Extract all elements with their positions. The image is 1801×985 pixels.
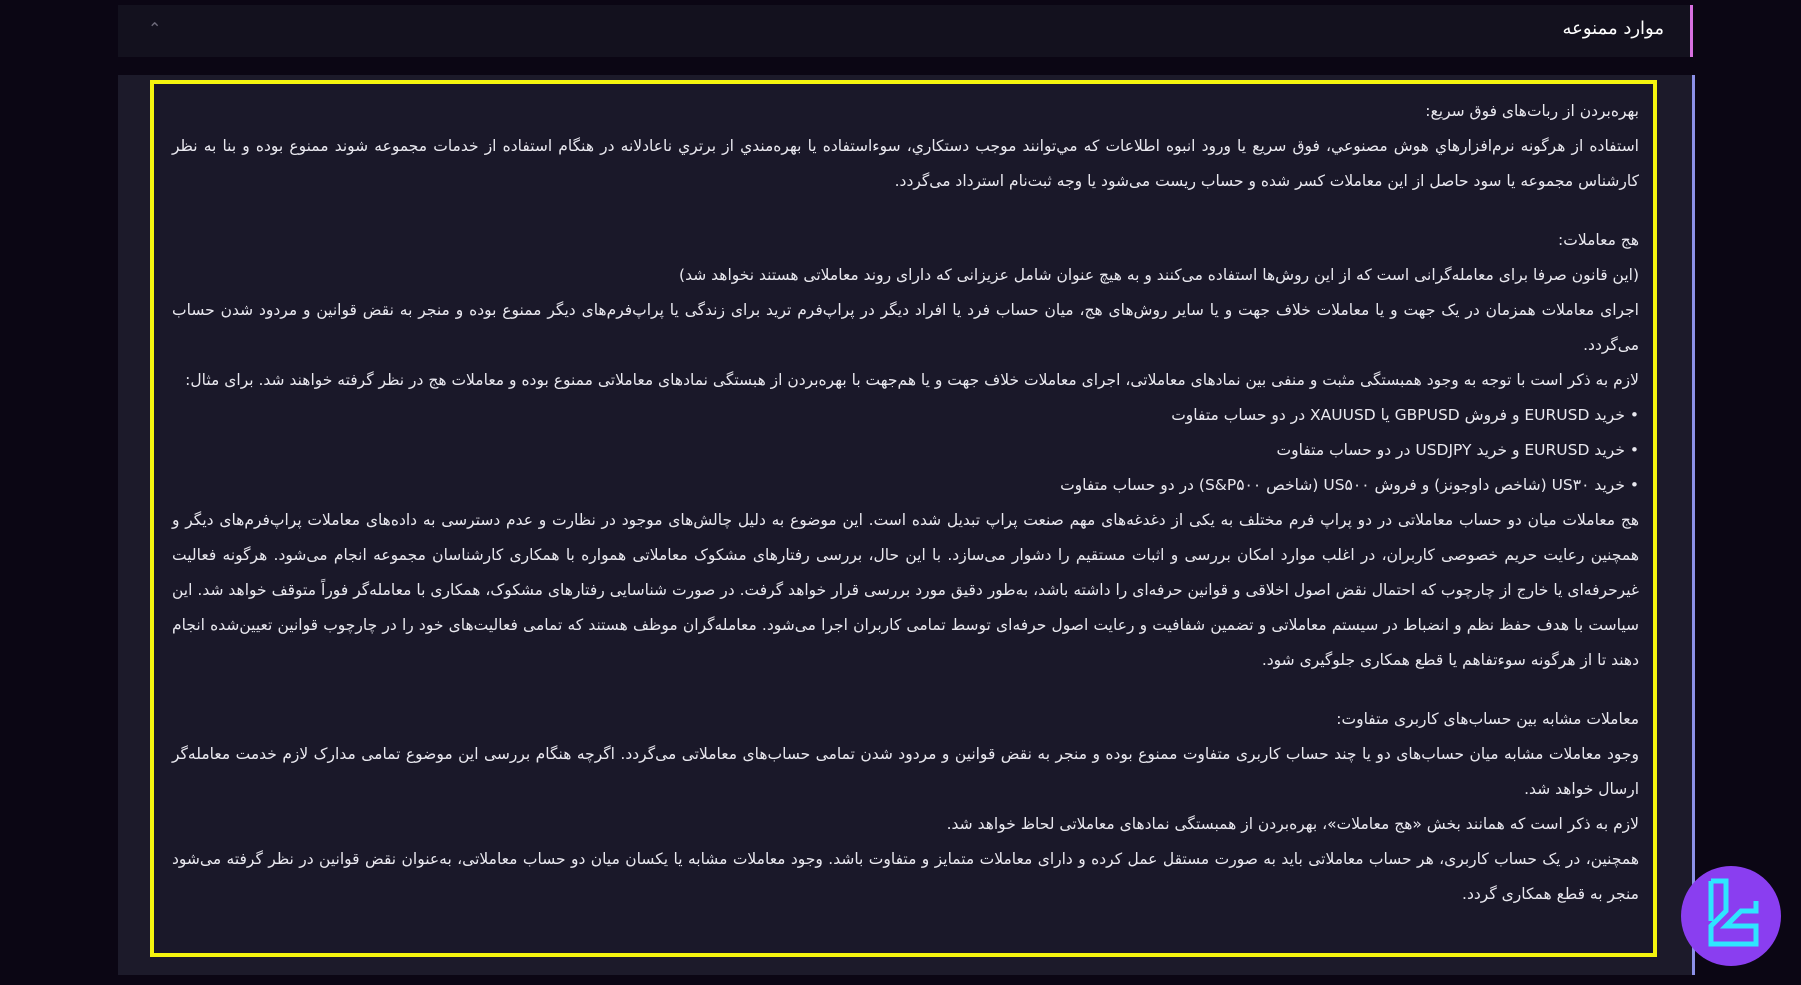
rule-paragraph: اجرای معاملات همزمان در یک جهت و یا معاملات خلاف جهت و یا سایر روش‌های هج، میان حساب فرد یا افراد دیگر در پراپ‌فرم ترید برای زندگی یا پراپ‌فرم‌های دیگر ممنوع بوده و منجر به نقض قوانین و مردود شدن حساب می‌گردد.: [172, 301, 1639, 354]
rule-paragraph: وجود معاملات مشابه میان حساب‌های دو یا چند حساب کاربری متفاوت ممنوع بوده و منجر به نقض قوانین و مردود شدن تمامی حساب‌های معاملاتی می‌گردد. اگرچه هنگام بررسی این موضوع تمامی مدارک لازم خدمت معامله‌گر ارسال خواهد شد.: [172, 745, 1639, 798]
chevron-up-icon[interactable]: ⌃: [148, 19, 162, 38]
section-heading: معاملات مشابه بین حساب‌های کاربری متفاوت:: [1336, 710, 1639, 728]
section-header[interactable]: [118, 5, 1693, 57]
rule-paragraph: • خرید US۳۰ (شاخص داوجونز) و فروش US۵۰۰ (شاخص S&P۵۰۰) در دو حساب متفاوت: [1060, 476, 1639, 494]
rule-paragraph: • خرید EURUSD و خرید USDJPY در دو حساب متفاوت: [1276, 441, 1639, 459]
rule-paragraph: لازم به ذکر است با توجه به وجود همبستگی مثبت و منفی بین نمادهای معاملاتی، اجرای معاملات خلاف جهت و یا هم‌جهت با بهره‌بردن از هبستگی نمادهای معاملاتی ممنوع بوده و معاملات هج در نظر گرفته خواهند شد. برای مثال:: [185, 371, 1639, 389]
brand-logo: [1681, 866, 1781, 966]
section-title: موارد ممنوعه: [1562, 18, 1664, 39]
highlighted-rules-box: [150, 80, 1657, 957]
section-heading: هج معاملات:: [1558, 231, 1639, 249]
section-gap: [172, 678, 1639, 702]
section-heading: بهره‌بردن از ربات‌های فوق سریع:: [1425, 102, 1639, 120]
rule-paragraph: همچنین، در یک حساب کاربری، هر حساب معاملاتی باید به صورت مستقل عمل کرده و دارای معاملات متمایز و متفاوت باشد. وجود معاملات مشابه یا یکسان میان دو حساب معاملاتی، به‌عنوان نقض قوانین در نظر گرفته می‌شود منجر به قطع همکاری گردد.: [172, 850, 1639, 903]
rule-paragraph: استفاده از هرگونه نرم‌افزارهاي هوش مصنوعي، فوق سريع يا ورود انبوه اطلاعات كه مي‌توانند موجب دستكاري، سوءاستفاده يا بهره‌مندي از برتري ناعادلانه در هنگام استفاده از خدمات مجموعه شوند ممنوع بوده و بنا به نظر کارشناس مجموعه یا سود حاصل از این معاملات کسر شده و حساب ریست می‌شود یا وجه ثبت‌نام استرداد می‌گردد.: [172, 137, 1639, 190]
rule-paragraph: • خرید EURUSD و فروش GBPUSD یا XAUUSD در دو حساب متفاوت: [1171, 406, 1639, 424]
rule-paragraph: (این قانون صرفا برای معامله‌گرانی است که از این روش‌ها استفاده می‌کنند و به هیچ عنوان شامل عزیزانی که دارای روند معاملاتی هستند نخواهد شد): [679, 266, 1639, 284]
logo-icon: [1681, 866, 1781, 966]
rule-paragraph: لازم به ذکر است که همانند بخش «هج معاملات»، بهره‌بردن از همبستگی نمادهای معاملاتی لحاظ خواهد شد.: [946, 815, 1639, 833]
section-gap: [172, 199, 1639, 223]
rule-paragraph: هج معاملات میان دو حساب معاملاتی در دو پراپ فرم مختلف به یکی از دغدغه‌های مهم صنعت پراپ تبدیل شده است. این موضوع به دلیل چالش‌های موجود در نظارت و عدم دسترسی به داده‌های معاملات پراپ‌فرم‌های دیگر و همچنین رعایت حریم خصوصی کاربران، در اغلب موارد امکان بررسی و اثبات مستقیم را دشوار می‌سازد. با این حال، بررسی رفتارهای مشکوک معاملاتی همواره با همکاری کارشناسان مجموعه انجام می‌شود. هرگونه فعالیت غیرحرفه‌ای یا خارج از چارچوب که احتمال نقض اصول اخلاقی و قوانین حرفه‌ای را داشته باشد، به‌طور دقیق مورد بررسی قرار خواهد گرفت. در صورت شناسایی رفتارهای مشکوک، همکاری با معامله‌گر فوراً متوقف خواهد شد. این سیاست با هدف حفظ نظم و انضباط در سیستم معاملاتی و تضمین شفافیت و رعایت اصول حرفه‌ای توسط تمامی کاربران اجرا می‌شود. معامله‌گران موظف هستند که تمامی فعالیت‌های خود را در چارچوب قوانین تعیین‌شده انجام دهند تا از هرگونه سوءتفاهم یا قطع همکاری جلوگیری شود.: [172, 511, 1639, 669]
